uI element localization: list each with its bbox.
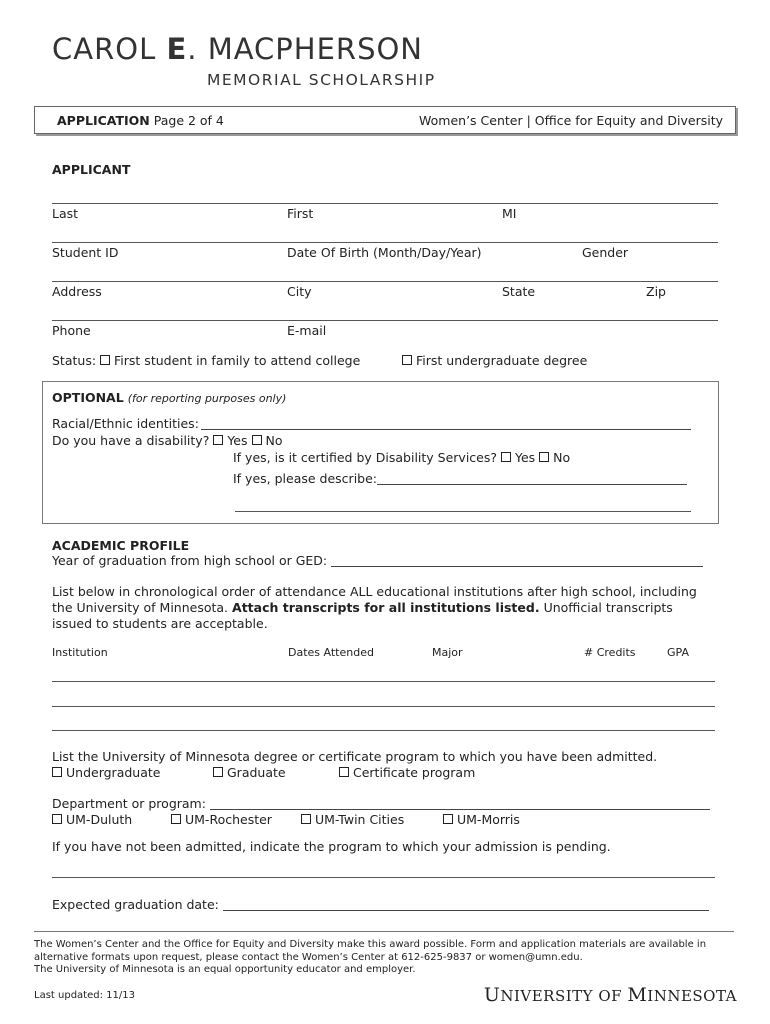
dob-label: Date Of Birth (Month/Day/Year) <box>287 245 482 260</box>
campus-rochester: UM-Rochester <box>171 812 272 827</box>
student-id-label: Student ID <box>52 245 119 260</box>
first-degree-label: First undergraduate degree <box>416 353 588 368</box>
col-credits: # Credits <box>584 646 636 659</box>
opt-undergraduate: Undergraduate <box>52 765 160 780</box>
status-row <box>52 353 360 368</box>
undergraduate-checkbox[interactable] <box>52 767 62 777</box>
state-label: State <box>502 284 536 299</box>
describe-row <box>233 471 687 486</box>
col-dates-attended: Dates Attended <box>288 646 374 659</box>
disability-yes-checkbox[interactable] <box>213 435 223 445</box>
pending-prompt: If you have not been admitted, indicate the program to which your admission is pending. <box>52 839 611 854</box>
department-row <box>52 796 710 811</box>
applicant-heading: APPLICANT <box>52 162 131 177</box>
campus-morris: UM-Morris <box>443 812 520 827</box>
first-degree-checkbox[interactable] <box>402 355 412 365</box>
address-line[interactable] <box>52 281 718 282</box>
describe-input-line[interactable] <box>377 472 687 485</box>
graduate-checkbox[interactable] <box>213 767 223 777</box>
first-label: First <box>287 206 314 221</box>
institutions-instruction-1: List below in chronological order of attendance ALL educational institutions after high school, including <box>52 584 697 599</box>
address-label: Address <box>52 284 102 299</box>
scholarship-subtitle: MEMORIAL SCHOLARSHIP <box>207 71 436 89</box>
academic-heading: ACADEMIC PROFILE <box>52 538 190 553</box>
optional-note: (for reporting purposes only) <box>127 392 287 405</box>
racial-row <box>52 416 691 431</box>
grad-year-label: Year of graduation from high school or GED: <box>52 553 328 568</box>
phone-label: Phone <box>52 323 91 338</box>
grad-year-input-line[interactable] <box>331 554 703 567</box>
status-label: Status: <box>52 353 97 368</box>
institutions-instruction-2: the University of Minnesota. Attach transcripts for all institutions listed. Unofficial transcripts <box>52 600 673 615</box>
mi-label: MI <box>502 206 517 221</box>
pending-input-line[interactable] <box>52 877 715 878</box>
city-label: City <box>287 284 312 299</box>
certified-row <box>233 450 570 465</box>
racial-input-line[interactable] <box>201 417 691 430</box>
describe-input-line-2[interactable] <box>235 511 691 512</box>
department-input-line[interactable] <box>210 797 710 810</box>
first-student-checkbox[interactable] <box>100 355 110 365</box>
institution-row-1[interactable] <box>52 681 715 682</box>
footer-line-1: The Women’s Center and the Office for Equity and Diversity make this award possible. Form and application materials are available in <box>34 939 707 950</box>
disability-yes-label: Yes <box>227 433 248 448</box>
application-label: APPLICATION <box>57 113 150 128</box>
expected-row <box>52 897 709 912</box>
degree-prompt: List the University of Minnesota degree or certificate program to which you have been admitted. <box>52 749 658 764</box>
col-major: Major <box>432 646 463 659</box>
disability-no-checkbox[interactable] <box>252 435 262 445</box>
twin-cities-checkbox[interactable] <box>301 814 311 824</box>
describe-label: If yes, please describe: <box>233 471 378 486</box>
grad-year-row <box>52 553 703 568</box>
page-indicator: Page 2 of 4 <box>153 113 224 128</box>
disability-row <box>52 433 283 448</box>
opt-graduate: Graduate <box>213 765 286 780</box>
name-line[interactable] <box>52 203 718 204</box>
institutions-instruction-3: issued to students are acceptable. <box>52 616 268 631</box>
disability-label: Do you have a disability? <box>52 433 210 448</box>
expected-label: Expected graduation date: <box>52 897 219 912</box>
optional-heading: OPTIONAL (for reporting purposes only) <box>52 390 287 405</box>
zip-label: Zip <box>646 284 666 299</box>
office-name: Women’s Center | Office for Equity and Diversity <box>419 113 723 128</box>
certificate-checkbox[interactable] <box>339 767 349 777</box>
id-line[interactable] <box>52 242 718 243</box>
email-label: E-mail <box>287 323 327 338</box>
rochester-checkbox[interactable] <box>171 814 181 824</box>
transcripts-note: Attach transcripts for all institutions listed. <box>232 600 540 615</box>
certified-label: If yes, is it certified by Disability Services? <box>233 450 498 465</box>
institution-row-3[interactable] <box>52 730 715 731</box>
expected-input-line[interactable] <box>223 898 709 911</box>
footer-divider <box>34 931 734 932</box>
first-degree-option <box>402 353 587 368</box>
gender-label: Gender <box>582 245 629 260</box>
institution-row-2[interactable] <box>52 706 715 707</box>
footer-line-3: The University of Minnesota is an equal opportunity educator and employer. <box>34 964 416 975</box>
racial-label: Racial/Ethnic identities: <box>52 416 199 431</box>
campus-twin-cities: UM-Twin Cities <box>301 812 404 827</box>
opt-certificate: Certificate program <box>339 765 475 780</box>
col-institution: Institution <box>52 646 108 659</box>
col-gpa: GPA <box>667 646 689 659</box>
morris-checkbox[interactable] <box>443 814 453 824</box>
footer-text <box>34 939 734 977</box>
last-label: Last <box>52 206 79 221</box>
department-label: Department or program: <box>52 796 206 811</box>
umn-wordmark: UNIVERSITY OF MINNESOTA <box>483 984 737 1006</box>
last-updated: Last updated: 11/13 <box>34 990 135 1001</box>
certified-no-label: No <box>553 450 571 465</box>
certified-yes-checkbox[interactable] <box>501 452 511 462</box>
certified-yes-label: Yes <box>515 450 536 465</box>
disability-no-label: No <box>265 433 283 448</box>
certified-no-checkbox[interactable] <box>539 452 549 462</box>
first-student-label: First student in family to attend college <box>114 353 361 368</box>
campus-duluth: UM-Duluth <box>52 812 132 827</box>
phone-line[interactable] <box>52 320 718 321</box>
footer-line-2: alternative formats upon request, please contact the Women’s Center at 612-625-9837 or women@umn.edu. <box>34 951 583 963</box>
scholarship-title: CAROL E. MACPHERSON <box>52 32 423 66</box>
application-bar <box>34 106 736 134</box>
duluth-checkbox[interactable] <box>52 814 62 824</box>
